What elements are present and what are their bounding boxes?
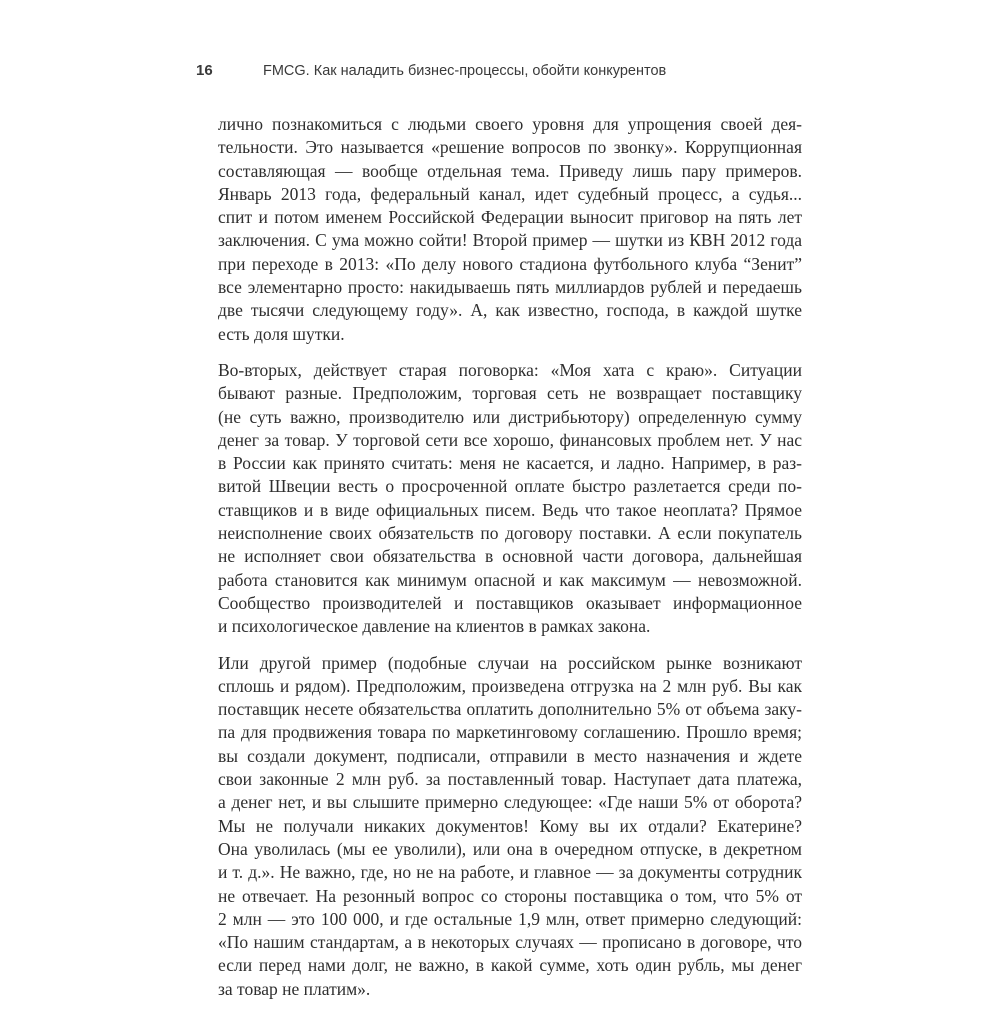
text-line: ставщиков и в виде официальных писем. Ведь что такое неоплата? Прямое [218,499,802,520]
paragraph-1 [218,113,802,346]
text-line: не исполняет свои обязательства в основной части договора, дальнейшая [218,546,802,567]
text-line: па для продвижения товара по маркетинговому соглашению. Прошло время; [218,722,802,743]
text-line: Январь 2013 года, федеральный канал, идет судебный процесс, а судья... [218,183,802,204]
text-line: если перед нами долг, не важно, в какой сумме, хоть один рубль, мы денег [218,955,802,976]
text-line: две тысячи следующему году». А, как известно, господа, в каждой шутке [218,300,802,321]
text-line: есть доля шутки. [218,323,345,344]
page-number: 16 [196,62,213,79]
text-line: заключения. С ума можно сойти! Второй пример — шутки из КВН 2012 года [218,230,802,251]
text-line: не отвечает. На резонный вопрос со стороны поставщика о том, что 5% от [218,885,802,906]
text-line: Мы не получали никаких документов! Кому вы их отдали? Екатерине? [218,815,802,836]
paragraph-3 [218,652,802,1001]
text-line: денег за товар. У торговой сети все хорошо, финансовых проблем нет. У нас [218,429,802,450]
text-line: и психологическое давление на клиентов в рамках закона. [218,616,651,637]
text-line: (не суть важно, производителю или дистрибьютору) определенную сумму [218,406,802,427]
text-line: 2 млн — это 100 000, и где остальные 1,9 млн, ответ примерно следующий: [218,908,802,929]
text-line: составляющая — вообще отдельная тема. Приведу лишь пару примеров. [218,160,802,181]
text-line: тельности. Это называется «решение вопросов по звонку». Коррупционная [218,137,802,158]
text-line: а денег нет, и вы слышите примерно следующее: «Где наши 5% от оборота? [218,792,802,813]
page-header [196,60,816,84]
paragraph-2 [218,359,802,639]
text-line: в России как принято считать: меня не касается, и ладно. Например, в раз- [218,453,802,474]
text-line: Во-вторых, действует старая поговорка: «Моя хата с краю». Ситуации [218,359,802,380]
text-line: Сообщество производителей и поставщиков оказывает информационное [218,592,802,613]
text-line: Или другой пример (подобные случаи на российском рынке возникают [218,652,802,673]
running-title: FMCG. Как наладить бизнес-процессы, обойти конкурентов [263,63,667,79]
text-line: и т. д.». Не важно, где, но не на работе, и главное — за документы сотрудник [218,862,802,883]
text-line: сплошь и рядом). Предположим, произведена отгрузка на 2 млн руб. Вы как [218,675,802,696]
text-line: свои законные 2 млн руб. за поставленный товар. Наступает дата платежа, [218,769,802,790]
text-line: за товар не платим». [218,978,371,999]
text-line: поставщик несете обязательства оплатить дополнительно 5% от объема заку- [218,699,802,720]
text-line: вы создали документ, подписали, отправили в место назначения и ждете [218,745,802,766]
text-line: все элементарно просто: накидываешь пять миллиардов рублей и передаешь [218,277,802,298]
text-line: Она уволилась (мы ее уволили), или она в очередном отпуске, в декретном [218,838,802,859]
text-line: при переходе в 2013: «По делу нового стадиона футбольного клуба “Зенит” [218,253,802,274]
text-line: спит и потом именем Российской Федерации выносит приговор на пять лет [218,207,802,228]
text-line: витой Швеции весть о просроченной оплате быстро разлетается среди по- [218,476,802,497]
text-line: лично познакомиться с людьми своего уровня для упрощения своей дея- [218,114,802,134]
text-line: «По нашим стандартам, а в некоторых случаях — прописано в договоре, что [218,932,802,953]
text-line: неисполнение своих обязательств по договору поставки. А если покупатель [218,523,802,544]
body-text [218,113,802,1014]
text-line: работа становится как минимум опасной и как максимум — невозможной. [218,569,802,590]
text-line: бывают разные. Предположим, торговая сеть не возвращает поставщику [218,383,802,404]
